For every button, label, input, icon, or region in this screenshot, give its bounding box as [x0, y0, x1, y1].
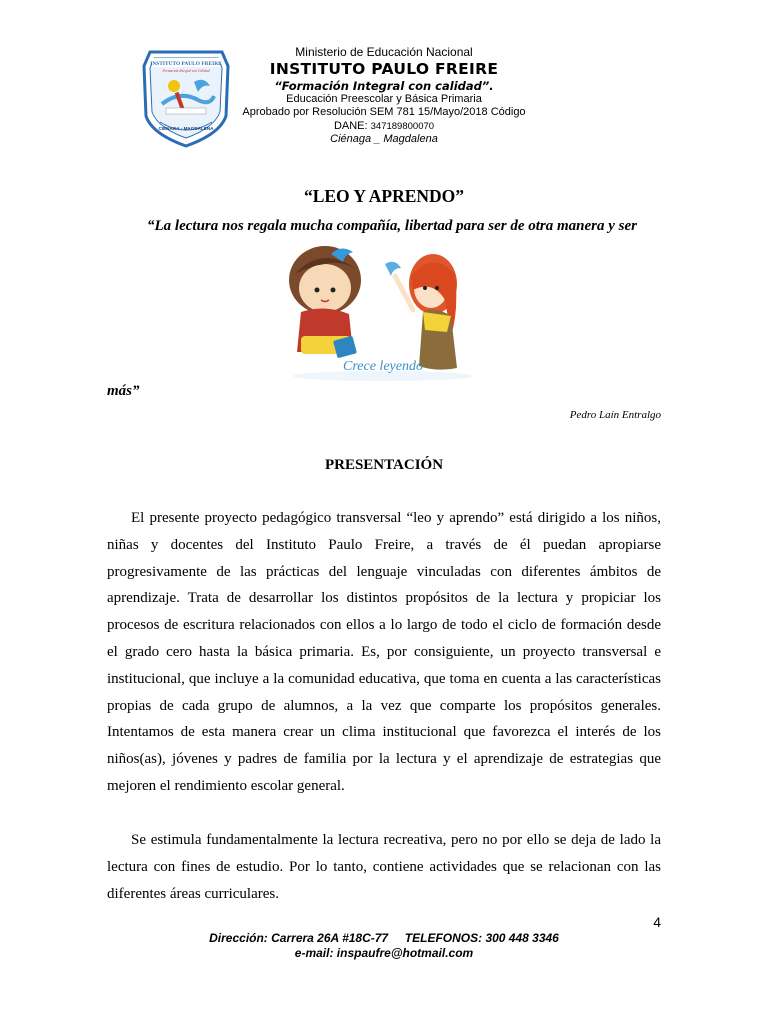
footer-email: e-mail: inspaufre@hotmail.com: [294, 946, 474, 960]
logo-bottom-text: CIÉNAGA - MAGDALENA: [158, 126, 214, 131]
city-line: Ciénaga _ Magdalena: [330, 133, 438, 145]
section-heading: PRESENTACIÓN: [324, 457, 444, 473]
logo-motto-text: Formación Integral con Calidad: [162, 69, 210, 73]
project-title: “LEO Y APRENDO”: [303, 186, 465, 206]
dane-code: 347189800070: [370, 121, 435, 132]
institute-name: INSTITUTO PAULO FREIRE: [269, 60, 499, 78]
quote-line-2: más”: [107, 383, 140, 399]
page-number: 4: [653, 914, 661, 930]
dane-label: DANE:: [333, 120, 368, 132]
ministry-line: Ministerio de Educación Nacional: [295, 45, 473, 59]
education-levels: Educación Preescolar y Básica Primaria: [286, 93, 482, 105]
logo-top-text: INSTITUTO PAULO FREIRE: [150, 61, 222, 67]
paragraph-presentation-2: Se estimula fundamentalmente la lectura recreativa, pero no por ello se deja de lado la lectura con fines de estudio. Por lo tanto, contiene actividades que se relacionan con las diferentes áreas curriculares.: [107, 832, 661, 902]
illustration-caption: Crece leyendo: [343, 359, 423, 374]
quote-author: Pedro Laín Entralgo: [569, 409, 661, 421]
footer-address: Dirección: Carrera 26A #18C-77 TELEFONOS: 300 448 3346: [209, 931, 559, 945]
paragraph-presentation-1: El presente proyecto pedagógico transversal “leo y aprendo” está dirigido a los niños, niñas y docentes del Instituto Paulo Freire, a través de él puedan apropiarse progresivamente de las prácticas del lenguaje vinculadas con diferentes ámbitos de aprendizaje. Trata de desarrollar los distintos propósitos de la lectura y propiciar los procesos de escritura relacionados con ellos a lo largo de todo el ciclo de formación desde el grado cero hasta la básica primaria. Es, por consiguiente, un proyecto transversal e institucional, que incluye a la comunidad educativa, que toma en cuenta a las características propias de cada grupo de alumnos, a la vez que comparte los propósitos generales. Intentamos de esta manera crear un clima institucional que favorezca el interés de los niños(as), jóvenes y padres de familia por la lectura y el aprendizaje de estrategias que mejoren el rendimiento escolar general.: [107, 510, 661, 794]
quote-line-1: “La lectura nos regala mucha compañía, libertad para ser de otra manera y ser: [147, 218, 638, 234]
dane-line: [200, 120, 568, 132]
institute-motto: “Formación Integral con calidad”.: [274, 79, 494, 93]
reading-kids-illustration: [283, 240, 483, 384]
resolution-line: Aprobado por Resolución SEM 781 15/Mayo/2018 Código: [242, 106, 526, 118]
